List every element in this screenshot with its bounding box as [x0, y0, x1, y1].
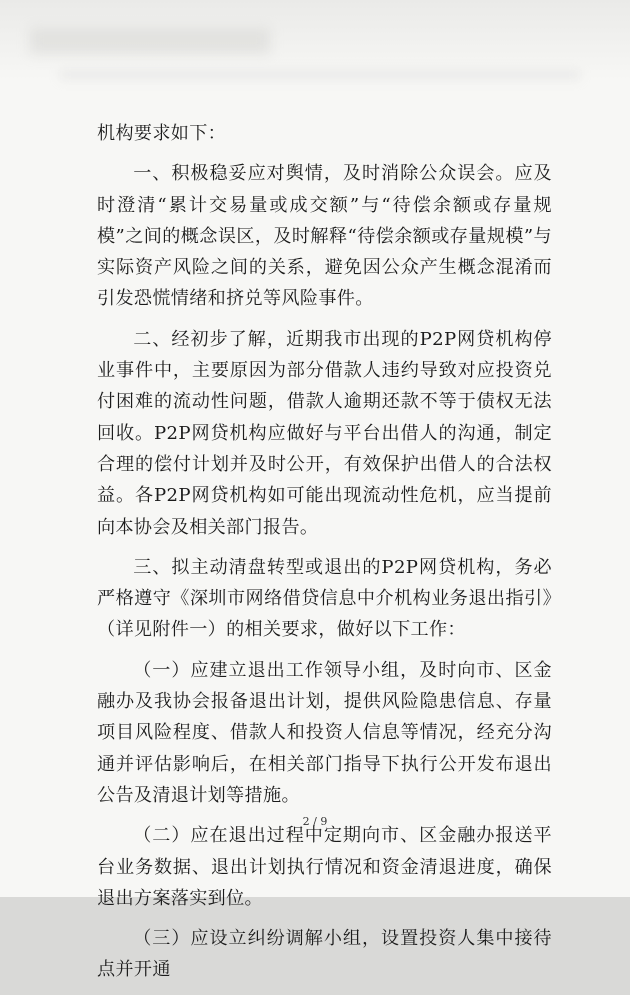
- paragraph-3-1: （一）应建立退出工作领导小组，及时向市、区金融办及我协会报备退出计划，提供风险隐患信息、存量项目风险程度、借款人和投资人信息等情况，经充分沟通并评估影响后，在相关部门指导下执行公开发布退出公告及清退计划等措施。: [97, 659, 552, 806]
- paragraph-2: 二、经初步了解，近期我市出现的P2P网贷机构停业事件中，主要原因为部分借款人违约导致对应投资兑付困难的流动性问题，借款人逾期还款不等于债权无法回收。P2P网贷机构应做好与平台出借人的沟通，制定合理的偿付计划并及时公开，有效保护出借人的合法权益。各P2P网贷机构如可能出现流动性危机，应当提前向本协会及相关部门报告。: [97, 328, 552, 538]
- paragraph-3: 三、拟主动清盘转型或退出的P2P网贷机构，务必严格遵守《深圳市网络借贷信息中介机构业务退出指引》（详见附件一）的相关要求，做好以下工作：: [97, 556, 552, 641]
- scan-bleed-mark: [30, 28, 270, 54]
- document-body: [97, 118, 552, 995]
- paragraph-3-3: （三）应设立纠纷调解小组，设置投资人集中接待点并开通: [97, 928, 552, 981]
- paragraph-intro: 机构要求如下：: [97, 123, 227, 144]
- scan-bleed-line: [60, 70, 580, 80]
- page-number: 2 / 9: [302, 815, 328, 828]
- paragraph-1: 一、积极稳妥应对舆情，及时消除公众误会。应及时澄清“累计交易量或成交额”与“待偿余额或存量规模”之间的概念误区，及时解释“待偿余额或存量规模”与实际资产风险之间的关系，避免因公众产生概念混淆而引发恐慌情绪和挤兑等风险事件。: [97, 163, 552, 310]
- paragraph-3-2: （二）应在退出过程中定期向市、区金融办报送平台业务数据、退出计划执行情况和资金清退进度，确保退出方案落实到位。: [97, 825, 552, 909]
